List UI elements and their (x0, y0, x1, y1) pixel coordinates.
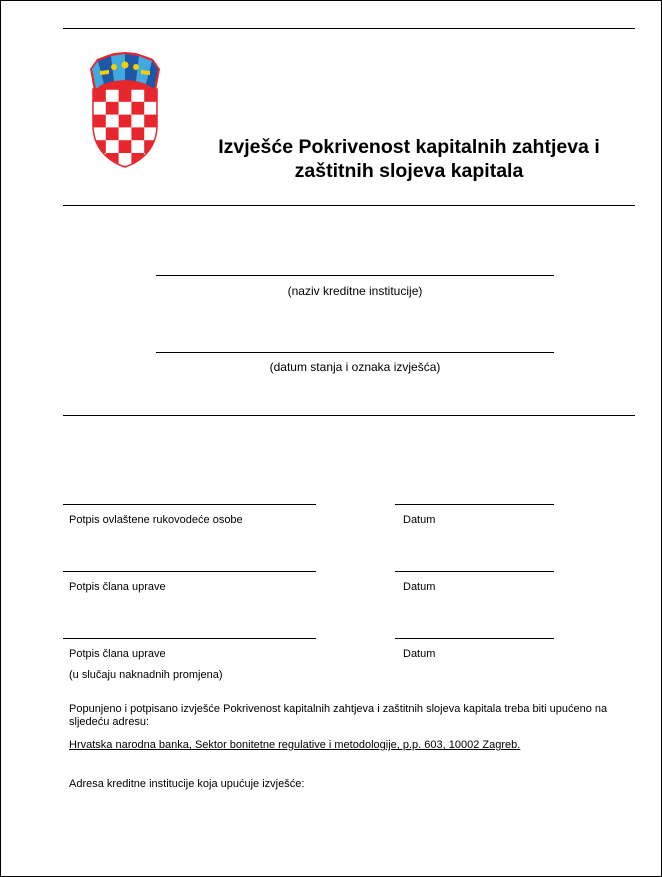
shield-red-square (106, 127, 119, 140)
shield-red-square (144, 140, 157, 153)
shield-red-square (144, 166, 157, 169)
shield-red-square (144, 89, 157, 102)
signature-label-1: Potpis ovlaštene rukovodeće osobe (69, 514, 243, 526)
signature-line-3[interactable] (63, 638, 316, 639)
shield-red-square (93, 140, 106, 153)
date-line-3[interactable] (395, 638, 554, 639)
top-rule (63, 28, 635, 29)
shield-red-square (106, 102, 119, 115)
shield-red-square (93, 166, 106, 169)
signature-line-2[interactable] (63, 571, 316, 572)
crown-icon (90, 52, 160, 91)
coat-of-arms-icon (87, 51, 163, 169)
signature-line-1[interactable] (63, 504, 316, 505)
date-label-2: Datum (403, 581, 436, 593)
checkerboard-shield (93, 89, 157, 169)
report-date-caption: (datum stanja i oznaka izvješća) (269, 360, 441, 374)
signature-label-3: Potpis člana uprave (69, 648, 166, 660)
date-line-1[interactable] (395, 504, 554, 505)
institution-name-caption: (naziv kreditne institucije) (287, 284, 423, 298)
shield-red-square (93, 115, 106, 128)
shield-red-square (119, 115, 132, 128)
report-title-line-1: Izvješće Pokrivenost kapitalnih zahtjeva i (218, 136, 600, 158)
signature-label-2: Potpis člana uprave (69, 581, 166, 593)
shield-red-square (119, 89, 132, 102)
date-line-2[interactable] (395, 571, 554, 572)
report-title (171, 135, 647, 183)
middle-rule (63, 415, 635, 416)
hnb-address: Hrvatska narodna banka, Sektor bonitetne regulative i metodologije, p.p. 603, 10002 Zagreb. (69, 739, 521, 751)
submission-instructions: Popunjeno i potpisano izvješće Pokrivenost kapitalnih zahtjeva i zaštitnih slojeva kapitala treba biti upućeno na sljedeću adresu: (69, 703, 608, 728)
date-label-3: Datum (403, 648, 436, 660)
report-title-line-2: zaštitnih slojeva kapitala (294, 160, 524, 182)
sender-address-label: Adresa kreditne institucije koja upućuje izvješće: (69, 778, 305, 790)
title-bottom-rule (63, 205, 635, 206)
report-date-line[interactable] (156, 352, 554, 353)
signature-note-3: (u slučaju naknadnih promjena) (69, 669, 223, 681)
date-label-1: Datum (403, 514, 436, 526)
shield-red-square (93, 89, 106, 102)
shield-red-square (131, 127, 144, 140)
shield-red-square (144, 115, 157, 128)
shield-red-square (119, 140, 132, 153)
institution-name-line[interactable] (156, 275, 554, 276)
shield-red-square (131, 102, 144, 115)
